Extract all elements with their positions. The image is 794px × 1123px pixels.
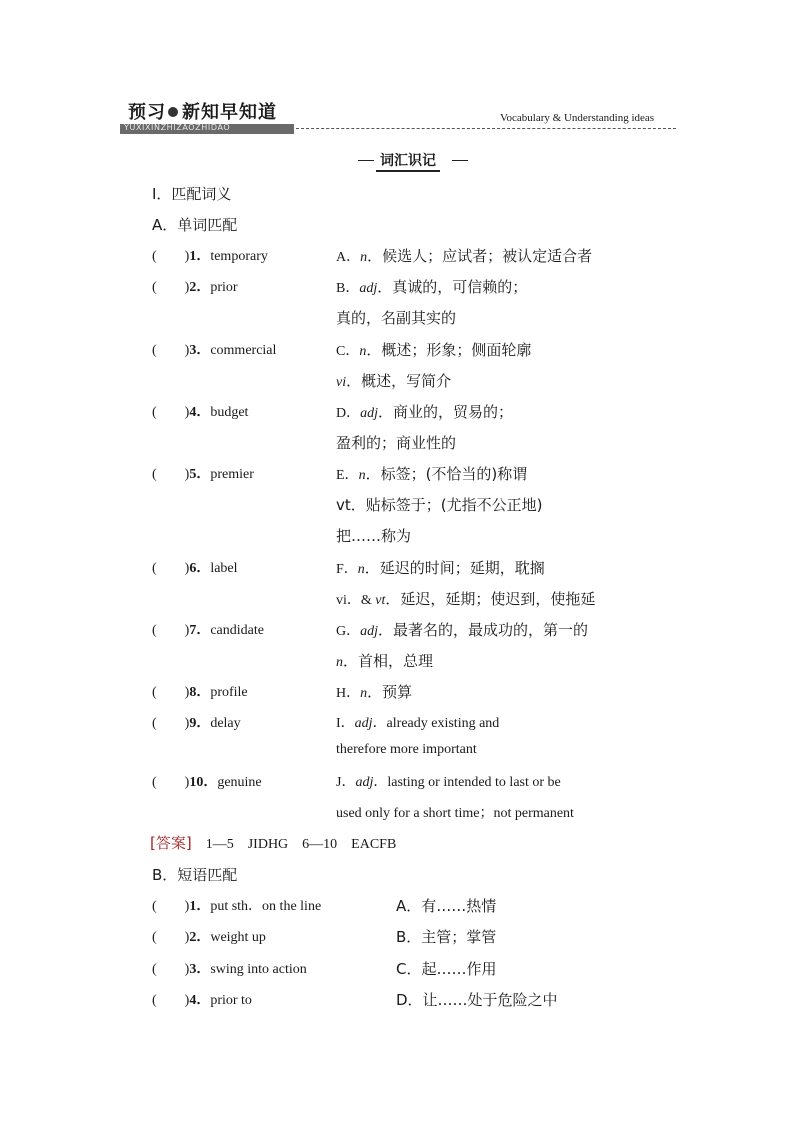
header-title-b: 新知早知道 <box>182 102 277 123</box>
word-row <box>152 681 248 701</box>
item-number: 4． <box>189 405 211 420</box>
header-right-label: Vocabulary & Understanding ideas <box>500 112 655 124</box>
definition-E-cont: vt．贴标签于；(尤指不公正地) <box>336 496 543 514</box>
answer-line <box>150 832 396 853</box>
answer-blank[interactable]: ( ) <box>152 343 190 358</box>
item-number: 4． <box>189 993 211 1008</box>
phrase: weight up <box>210 930 266 945</box>
answer-blank[interactable]: ( ) <box>152 775 190 790</box>
word-row <box>152 463 254 483</box>
word: candidate <box>210 623 264 638</box>
item-number: 1． <box>189 249 211 264</box>
header-title-a: 预习 <box>128 102 166 123</box>
definition-D: D．adj．商业的，贸易的； <box>336 403 514 421</box>
word: delay <box>210 716 241 731</box>
item-number: 3． <box>189 343 211 358</box>
answer-blank[interactable]: ( ) <box>152 280 190 295</box>
phrase: swing into action <box>210 962 307 977</box>
tag-line-right <box>452 160 468 161</box>
item-number: 3． <box>189 962 211 977</box>
definition-G-cont: n．首相，总理 <box>336 652 434 670</box>
phrase-def: B．主管；掌管 <box>396 928 497 946</box>
word-row <box>152 245 268 265</box>
definition-F-cont: vi．& vt．延迟，延期；使迟到，使拖延 <box>336 590 596 608</box>
definition-A: A．n．候选人；应试者；被认定适合者 <box>336 247 593 265</box>
word: budget <box>210 405 249 420</box>
answer-blank[interactable]: ( ) <box>152 962 190 977</box>
answer-blank[interactable]: ( ) <box>152 467 190 482</box>
phrase-row <box>152 989 252 1009</box>
word: label <box>210 561 238 576</box>
answer-blank[interactable]: ( ) <box>152 899 190 914</box>
word-row <box>152 276 238 296</box>
item-number: 5． <box>189 467 211 482</box>
word: premier <box>210 467 254 482</box>
definition-B: B．adj．真诚的，可信赖的； <box>336 278 528 296</box>
definition-C-cont: vi．概述，写简介 <box>336 372 452 390</box>
item-number: 2． <box>189 930 211 945</box>
item-number: 7． <box>189 623 211 638</box>
answer-blank[interactable]: ( ) <box>152 716 190 731</box>
word: prior <box>210 280 238 295</box>
item-number: 10． <box>189 775 218 790</box>
word: profile <box>210 685 248 700</box>
definition-C: C．n．概述；形象；侧面轮廓 <box>336 341 532 359</box>
definition-J-cont: used only for a short time；not permanent <box>336 806 574 821</box>
header-title <box>128 98 277 124</box>
answer-text: 1—5 JIDHG 6—10 EACFB <box>191 837 397 852</box>
item-number: 8． <box>189 685 211 700</box>
part1-heading: Ⅰ．匹配词义 <box>152 185 232 203</box>
word: temporary <box>210 249 268 264</box>
item-number: 2． <box>189 280 211 295</box>
phrase: put sth．on the line <box>210 899 322 914</box>
phrase-def: C．起……作用 <box>396 960 497 978</box>
item-number: 6． <box>189 561 211 576</box>
word-row <box>152 712 241 732</box>
definition-I: I．adj．already existing and <box>336 716 500 731</box>
phrase: prior to <box>210 993 252 1008</box>
definition-F: F．n．延迟的时间；延期，耽搁 <box>336 559 545 577</box>
answer-blank[interactable]: ( ) <box>152 993 190 1008</box>
item-number: 1． <box>189 899 211 914</box>
definition-J: J．adj．lasting or intended to last or be <box>336 775 561 790</box>
phrase-def: D．让……处于危险之中 <box>396 991 558 1009</box>
phrase-def: A．有……热情 <box>396 897 497 915</box>
definition-E-cont2: 把……称为 <box>336 527 412 545</box>
part2-subB: B．短语匹配 <box>152 866 238 884</box>
word-row <box>152 771 262 791</box>
answer-blank[interactable]: ( ) <box>152 561 190 576</box>
phrase-row <box>152 926 266 946</box>
word-row <box>152 557 238 577</box>
phrase-row <box>152 958 307 978</box>
word-row <box>152 339 276 359</box>
tag-line-left <box>358 160 374 161</box>
definition-G: G．adj．最著名的，最成功的，第一的 <box>336 621 589 639</box>
section-tag: 词汇识记 <box>376 150 440 172</box>
definition-H: H．n．预算 <box>336 683 413 701</box>
word: commercial <box>210 343 277 358</box>
answer-blank[interactable]: ( ) <box>152 405 190 420</box>
item-number: 9． <box>189 716 211 731</box>
bullet-icon <box>168 107 178 117</box>
definition-E: E．n．标签；(不恰当的)称谓 <box>336 465 528 483</box>
answer-label: [答案] <box>150 834 192 852</box>
definition-B-cont: 真的，名副其实的 <box>336 309 457 327</box>
header-pinyin: YUXIXINZHIZAOZHIDAO <box>124 123 231 132</box>
answer-blank[interactable]: ( ) <box>152 685 190 700</box>
answer-blank[interactable]: ( ) <box>152 930 190 945</box>
word-row <box>152 401 248 421</box>
definition-I-cont: therefore more important <box>336 742 477 757</box>
answer-blank[interactable]: ( ) <box>152 623 190 638</box>
phrase-row <box>152 895 321 915</box>
definition-D-cont: 盈利的；商业性的 <box>336 434 457 452</box>
header-divider <box>296 128 676 129</box>
part1-subA: A．单词匹配 <box>152 216 238 234</box>
answer-blank[interactable]: ( ) <box>152 249 190 264</box>
word: genuine <box>217 775 262 790</box>
word-row <box>152 619 264 639</box>
